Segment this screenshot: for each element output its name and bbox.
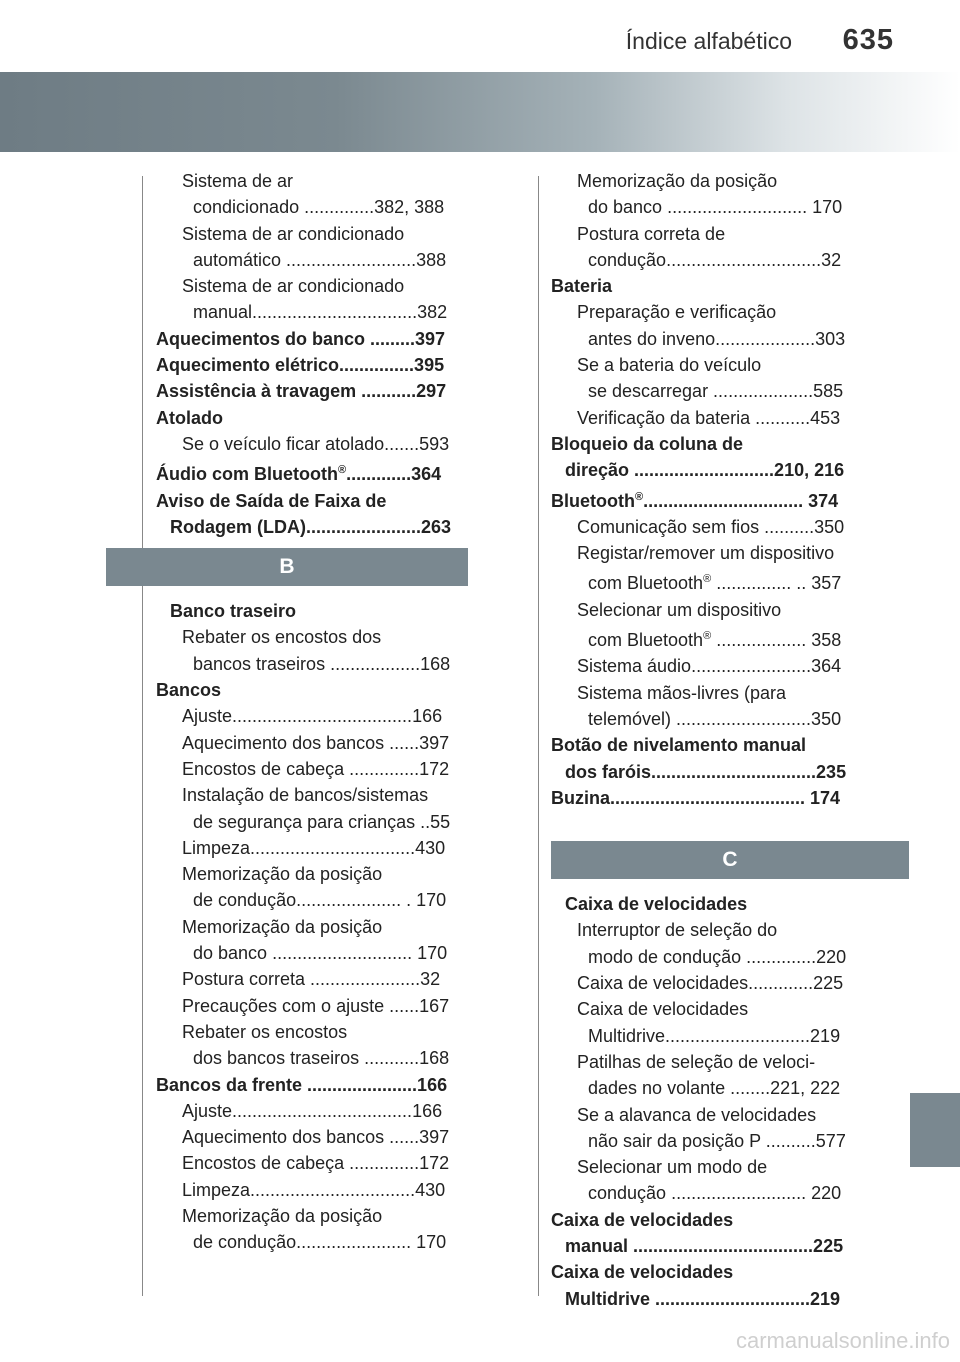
index-subentry: Sistema de ar	[182, 171, 294, 191]
index-subentry: do banco ............................ 170	[193, 943, 448, 964]
column-divider-left	[142, 176, 143, 1296]
section-header-b: B	[106, 548, 468, 586]
index-subentry: Se a bateria do veículo	[577, 355, 762, 376]
section-header-c: C	[551, 841, 909, 879]
index-subentry: de condução....................... 170	[193, 1232, 447, 1253]
index-subentry: Aquecimento dos bancos ......397	[182, 732, 450, 753]
index-subentry: dos bancos traseiros ...........168	[193, 1048, 450, 1069]
index-subentry: com Bluetooth® ............... .. 357	[588, 573, 842, 594]
registered-mark: ®	[634, 490, 644, 503]
index-subentry: Precauções com o ajuste ......167	[182, 995, 450, 1016]
index-subentry: se descarregar ....................585	[588, 381, 844, 402]
index-subentry: condução...............................32	[588, 249, 842, 270]
index-subentry: Aquecimento dos bancos ......397	[182, 1127, 450, 1148]
column-divider-right	[538, 176, 539, 1296]
registered-mark: ®	[337, 464, 347, 477]
index-subentry: Se a alavanca de velocidades	[577, 1104, 817, 1125]
index-entry: Bancos da frente ......................166	[156, 1074, 448, 1095]
index-subentry: Memorização da posição	[182, 1205, 383, 1226]
index-subentry: de condução..................... . 170	[193, 890, 447, 911]
index-entry: dos faróis.................................235	[565, 761, 847, 782]
section-thumb-tab	[910, 1093, 960, 1167]
index-subentry: telemóvel) ...........................350	[588, 708, 842, 729]
index-subentry: Encostos de cabeça ..............172	[182, 1153, 450, 1174]
index-entry: Multidrive ...............................219	[565, 1288, 841, 1309]
header-title: Índice alfabético	[625, 28, 792, 54]
index-subentry: Rebater os encostos dos	[182, 627, 382, 648]
index-subentry: Memorização da posição	[577, 171, 778, 191]
index-entry: Rodagem (LDA).......................263	[170, 516, 452, 537]
index-entry: Caixa de velocidades	[551, 1209, 734, 1230]
index-entry: Atolado	[156, 407, 223, 428]
index-subentry: Se o veículo ficar atolado.......593	[182, 433, 450, 454]
index-subentry: não sair da posição P ..........577	[588, 1130, 846, 1151]
index-entry: Botão de nivelamento manual	[551, 735, 807, 756]
index-column-right	[551, 168, 867, 1312]
header-banner	[0, 72, 960, 152]
index-subentry: dades no volante ........221, 222	[588, 1078, 841, 1099]
index-entry: Caixa de velocidades	[565, 894, 748, 915]
page-header	[0, 0, 960, 66]
index-subentry: Caixa de velocidades.............225	[577, 973, 844, 994]
index-subentry: condicionado ..............382, 388	[193, 197, 445, 218]
index-subentry: Verificação da bateria ...........453	[577, 407, 841, 428]
index-subentry: bancos traseiros ..................168	[193, 653, 451, 674]
index-subentry: Instalação de bancos/sistemas	[182, 785, 429, 806]
index-subentry: Limpeza.................................430	[182, 837, 446, 858]
index-subentry: Sistema mãos-livres (para	[577, 682, 787, 703]
index-subentry: Postura correta ......................32	[182, 969, 441, 990]
page-number: 635	[842, 24, 894, 56]
index-entry: Aquecimentos do banco .........397	[156, 328, 446, 349]
index-entry: Assistência à travagem ...........297	[156, 381, 447, 402]
index-entry: Banco traseiro	[170, 601, 297, 622]
index-entry: Bateria	[551, 276, 613, 297]
watermark: carmanualsonline.info	[735, 1328, 950, 1353]
index-column-left	[156, 168, 472, 1256]
index-subentry: Multidrive.............................219	[588, 1025, 841, 1046]
index-entry: direção ............................210, 216	[565, 460, 845, 481]
index-subentry: manual.................................382	[193, 302, 448, 323]
index-subentry: Selecionar um dispositivo	[577, 599, 782, 620]
index-subentry: automático ..........................388	[193, 249, 447, 270]
index-subentry: condução ........................... 220	[588, 1183, 842, 1204]
index-subentry: com Bluetooth® .................. 358	[588, 630, 842, 651]
index-subentry: Memorização da posição	[182, 916, 383, 937]
index-subentry: Interruptor de seleção do	[577, 920, 778, 941]
index-subentry: Limpeza.................................430	[182, 1179, 446, 1200]
index-subentry: Comunicação sem fios ..........350	[577, 516, 845, 537]
index-subentry: Rebater os encostos	[182, 1021, 348, 1042]
index-subentry: Caixa de velocidades	[577, 999, 749, 1020]
index-subentry: de segurança para crianças ..55	[193, 811, 451, 832]
registered-mark: ®	[703, 573, 712, 586]
index-subentry: Registar/remover um dispositivo	[577, 543, 835, 564]
index-entry: Caixa de velocidades	[551, 1262, 734, 1283]
index-subentry: Sistema de ar condicionado	[182, 223, 405, 244]
index-entry: Aviso de Saída de Faixa de	[156, 490, 387, 511]
index-subentry: Patilhas de seleção de veloci-	[577, 1051, 816, 1072]
index-subentry: do banco ............................ 170	[588, 197, 843, 218]
index-subentry: Selecionar um modo de	[577, 1157, 768, 1178]
index-entry: manual ....................................225	[565, 1235, 844, 1256]
index-entry: Áudio com Bluetooth®.............364	[156, 464, 442, 485]
index-subentry: Ajuste....................................166	[182, 706, 443, 727]
index-subentry: Postura correta de	[577, 223, 726, 244]
index-subentry: Encostos de cabeça ..............172	[182, 758, 450, 779]
index-entry: Bloqueio da coluna de	[551, 433, 744, 454]
index-entry: Bancos	[156, 680, 222, 701]
index-subentry: modo de condução ..............220	[588, 946, 847, 967]
index-entry: Bluetooth®................................ 374	[551, 490, 839, 511]
index-entry: Buzina....................................... 174	[551, 787, 841, 808]
index-subentry: Sistema áudio........................364	[577, 656, 842, 677]
index-subentry: Ajuste....................................166	[182, 1100, 443, 1121]
index-subentry: Sistema de ar condicionado	[182, 276, 405, 297]
index-subentry: antes do inveno....................303	[588, 328, 846, 349]
index-subentry: Preparação e verificação	[577, 302, 777, 323]
registered-mark: ®	[703, 630, 712, 643]
index-subentry: Memorização da posição	[182, 864, 383, 885]
index-entry: Aquecimento elétrico...............395	[156, 355, 445, 376]
